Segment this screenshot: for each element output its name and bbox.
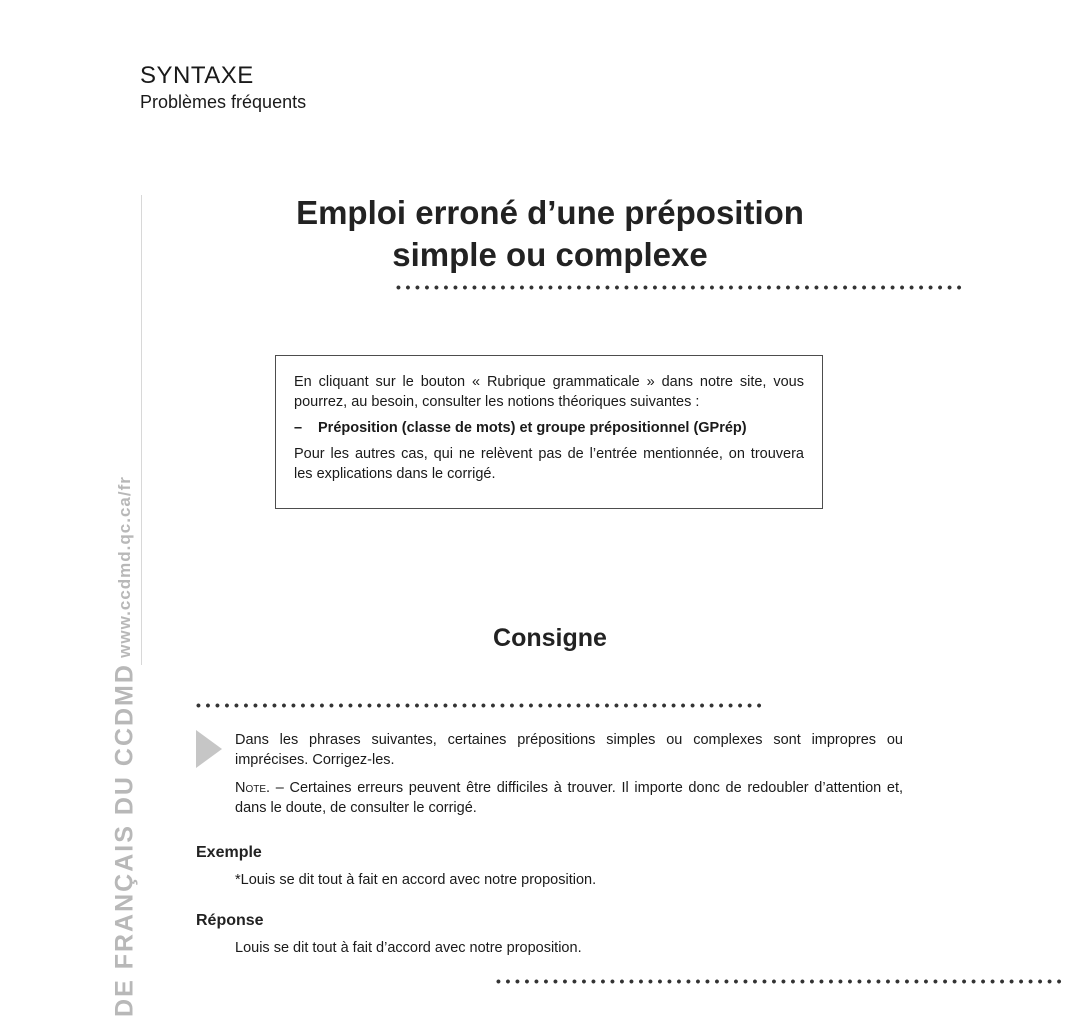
consigne-dot-separator: •••••••••••••••••••••••••••••••••••••••••••••••••••••••••••• — [196, 697, 767, 713]
side-margin — [100, 0, 150, 1017]
bullet-dash: – — [294, 420, 303, 436]
section-title: SYNTAXE — [140, 62, 254, 89]
page-header — [140, 62, 306, 114]
title-dot-separator: •••••••••••••••••••••••••••••••••••••••••••••••••••••••••••• — [396, 279, 967, 295]
consigne-body — [235, 730, 903, 826]
side-url: www.ccdmd.qc.ca/fr — [115, 476, 134, 658]
note-intro: En cliquant sur le bouton « Rubrique grammaticale » dans notre site, vous pourrez, au besoin, consulter les notions théoriques suivantes : — [294, 374, 804, 410]
subsection-title: Problèmes fréquents — [140, 92, 307, 112]
consigne-instruction: Dans les phrases suivantes, certaines prépositions simples ou complexes sont impropres ou imprécises. Corrigez-les. — [235, 732, 903, 768]
consigne-heading: Consigne — [493, 624, 607, 652]
bottom-dot-separator: •••••••••••••••••••••••••••••••••••••••••••••••••••••••••••• — [496, 973, 1066, 989]
document-title-line-1: Emploi erroné d’une préposition — [296, 194, 804, 231]
note-text: – Certaines erreurs peuvent être difficiles à trouver. Il importe donc de redoubler d’attention et, dans le doute, de consulter le corrigé. — [235, 780, 903, 816]
example-label: Exemple — [196, 844, 262, 861]
grammar-note-box — [275, 355, 823, 509]
answer-text: Louis se dit tout à fait d’accord avec notre proposition. — [235, 940, 582, 956]
document-title — [200, 192, 900, 276]
answer-label: Réponse — [196, 912, 264, 929]
note-label: Note. — [235, 780, 271, 796]
example-text: *Louis se dit tout à fait en accord avec notre proposition. — [235, 872, 597, 888]
note-bullet — [294, 418, 804, 438]
consigne-note — [235, 778, 903, 818]
side-brand: DE FRANÇAIS DU CCDMD — [110, 663, 139, 1017]
arrow-icon — [196, 730, 222, 768]
note-outro: Pour les autres cas, qui ne relèvent pas de l’entrée mentionnée, on trouvera les explications dans le corrigé. — [294, 446, 804, 482]
document-title-line-2: simple ou complexe — [392, 236, 708, 273]
bullet-text: Préposition (classe de mots) et groupe prépositionnel (GPrép) — [318, 420, 747, 436]
